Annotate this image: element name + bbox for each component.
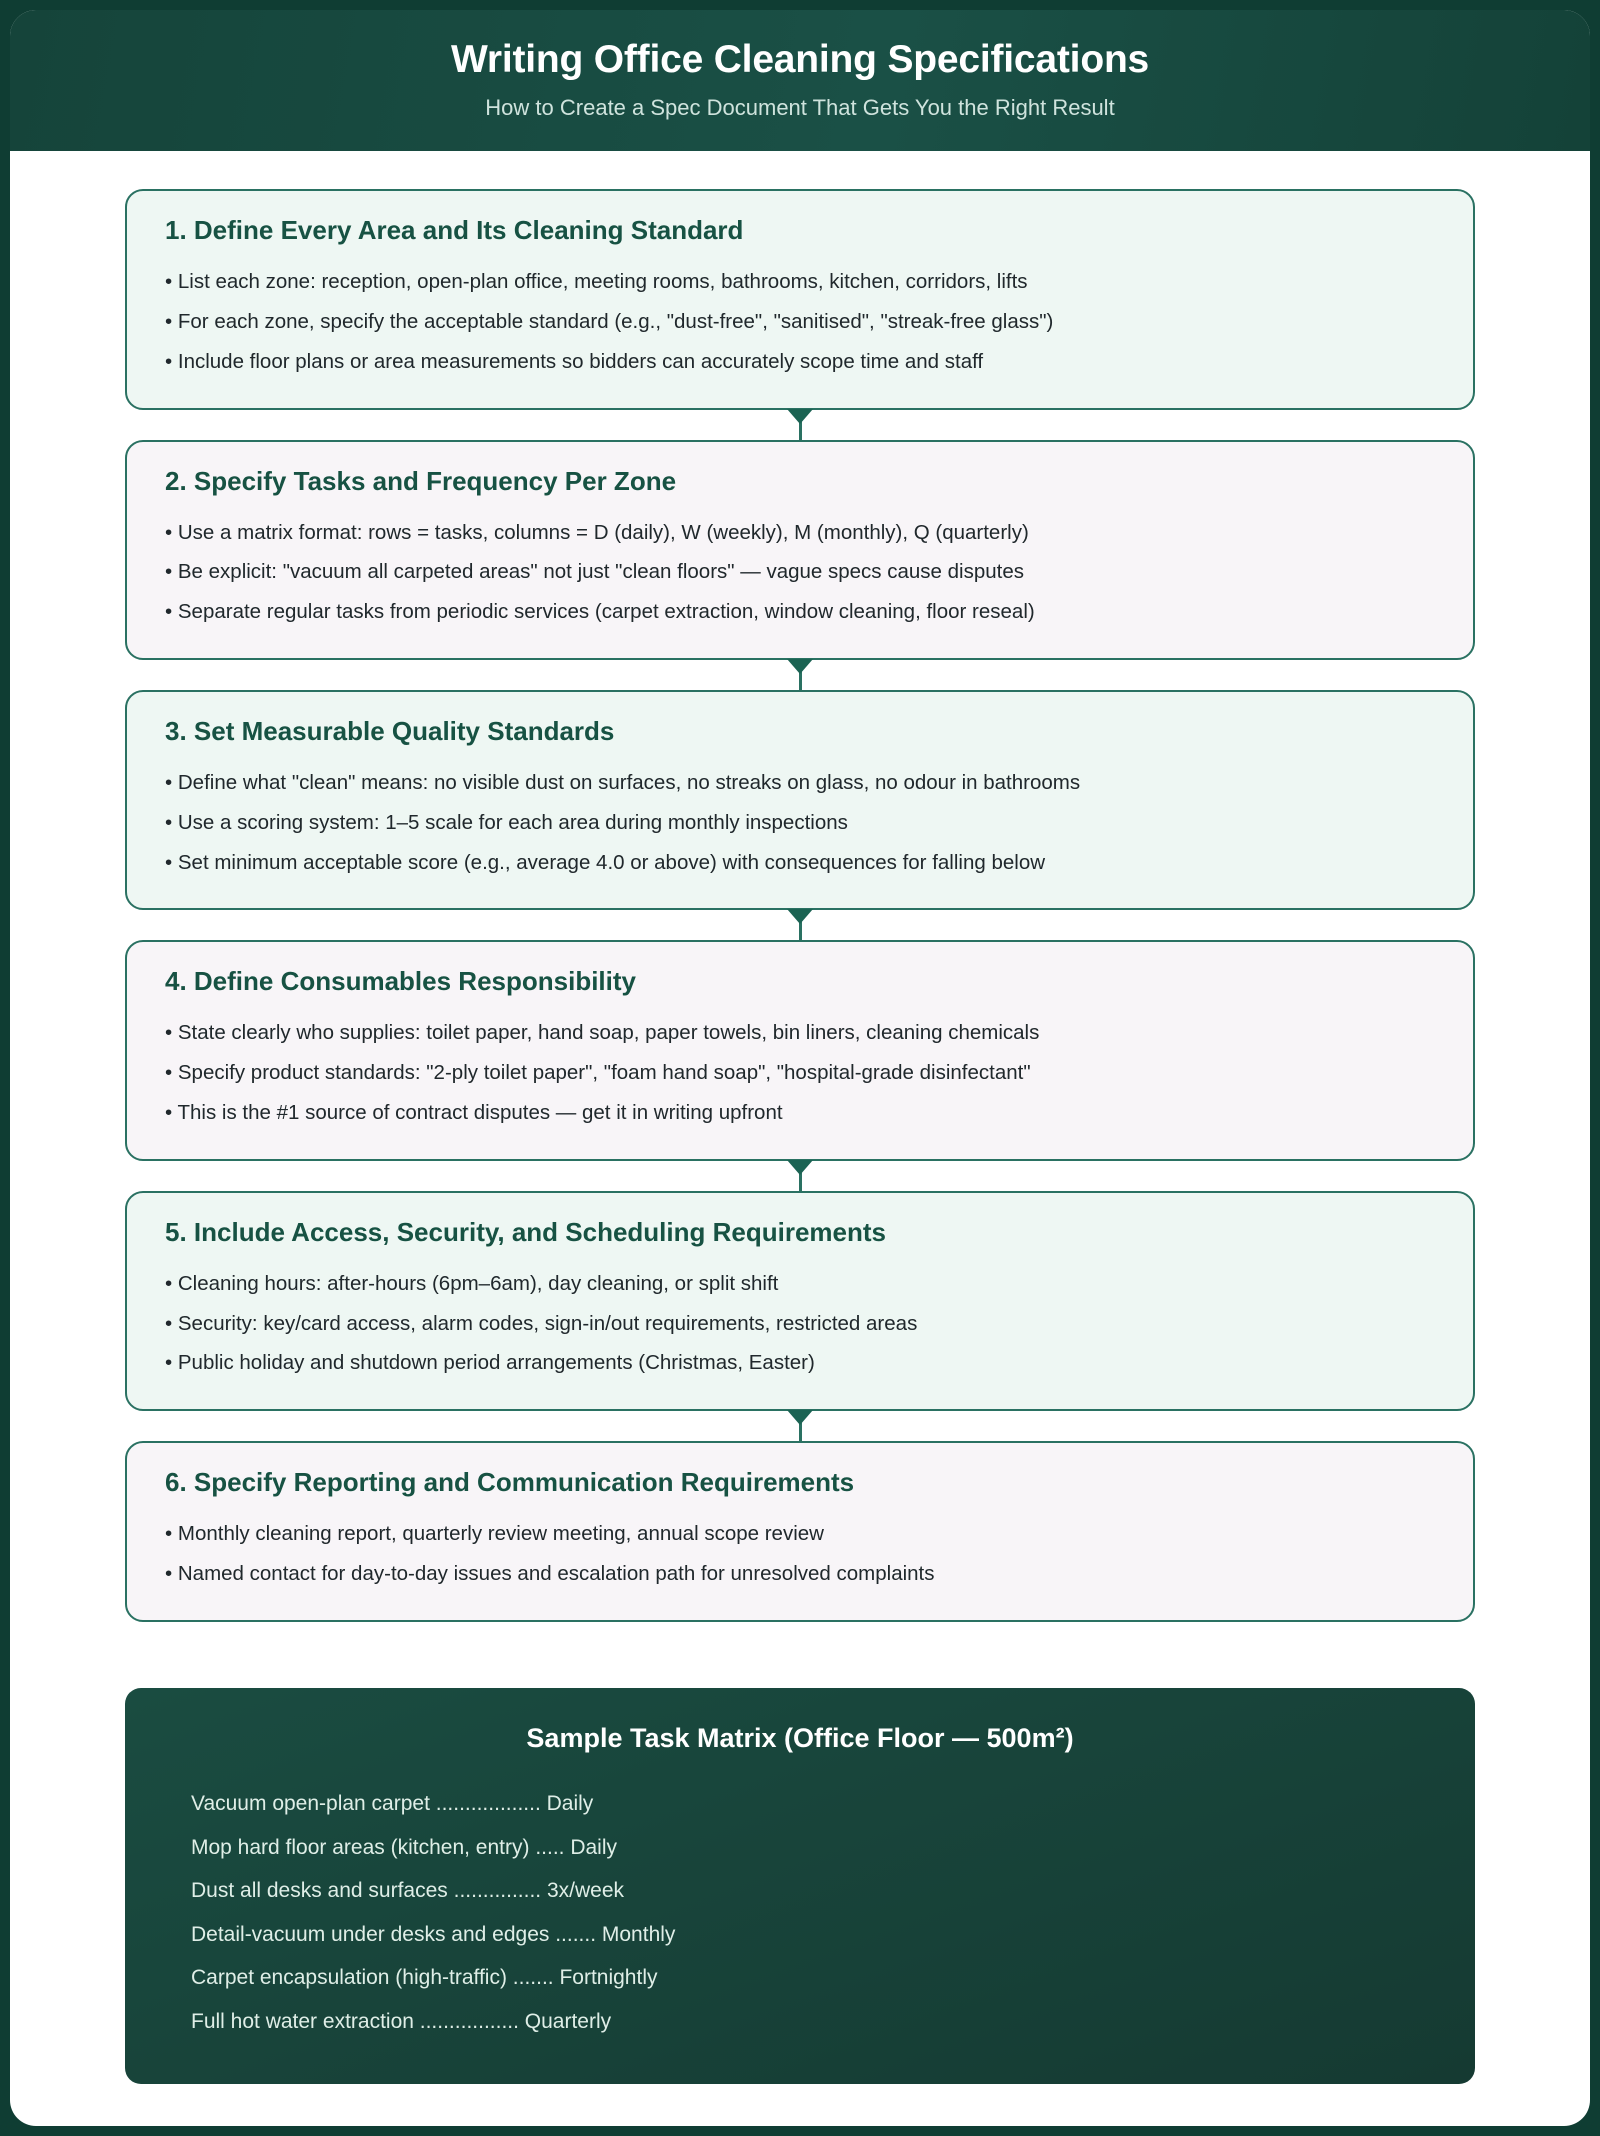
step-title: 4. Define Consumables Responsibility [165, 966, 636, 997]
chevron-down-icon [787, 409, 813, 424]
matrix-row: Dust all desks and surfaces ............... 3x/week [191, 1879, 625, 1903]
matrix-row: Detail-vacuum under desks and edges ....... Monthly [191, 1922, 676, 1946]
bullet-item: • Separate regular tasks from periodic services (carpet extraction, window cleaning, floor reseal) [165, 600, 1035, 624]
sample-task-matrix-panel [125, 1688, 1475, 2084]
page-subtitle: How to Create a Spec Document That Gets You the Right Result [485, 94, 1115, 120]
infographic-body [10, 151, 1590, 2125]
step-connector-arrow [125, 1411, 1475, 1441]
bullet-item: • Set minimum acceptable score (e.g., average 4.0 or above) with consequences for falling below [165, 850, 1046, 874]
step-bullet-list [165, 513, 1435, 632]
step-title: 2. Specify Tasks and Frequency Per Zone [165, 465, 677, 496]
bullet-item: • For each zone, specify the acceptable standard (e.g., "dust-free", "sanitised", "streak-free glass") [165, 310, 1054, 334]
step-bullet-list [165, 1264, 1435, 1383]
chevron-down-icon [787, 1160, 813, 1175]
step-card-1 [125, 189, 1475, 409]
bullet-item: • Include floor plans or area measurements so bidders can accurately scope time and staff [165, 349, 984, 373]
bullet-item: • Define what "clean" means: no visible dust on surfaces, no streaks on glass, no odour in bathrooms [165, 771, 1081, 795]
bullet-item: • Use a scoring system: 1–5 scale for each area during monthly inspections [165, 810, 848, 834]
step-list [125, 189, 1475, 1621]
step-title: 6. Specify Reporting and Communication Requirements [165, 1466, 855, 1497]
step-connector-arrow [125, 660, 1475, 690]
bullet-item: • Security: key/card access, alarm codes, sign-in/out requirements, restricted areas [165, 1311, 918, 1335]
step-bullet-list [165, 1013, 1435, 1132]
step-connector-arrow [125, 1161, 1475, 1191]
step-bullet-list [165, 262, 1435, 381]
infographic-canvas [10, 10, 1590, 2126]
matrix-row: Mop hard floor areas (kitchen, entry) ..... Daily [191, 1835, 617, 1859]
step-title: 5. Include Access, Security, and Scheduling Requirements [165, 1216, 886, 1247]
bullet-item: • This is the #1 source of contract disputes — get it in writing upfront [165, 1100, 783, 1124]
step-card-2 [125, 440, 1475, 660]
matrix-row: Full hot water extraction ................. Quarterly [191, 2009, 612, 2033]
bullet-item: • Cleaning hours: after-hours (6pm–6am), day cleaning, or split shift [165, 1271, 779, 1295]
bullet-item: • Specify product standards: "2-ply toilet paper", "foam hand soap", "hospital-grade disinfectant" [165, 1061, 1031, 1085]
page-title: Writing Office Cleaning Specifications [450, 38, 1150, 81]
bullet-item: • Use a matrix format: rows = tasks, columns = D (daily), W (weekly), M (monthly), Q (quarterly) [165, 520, 1029, 544]
step-bullet-list [165, 1514, 1435, 1593]
bullet-item: • Monthly cleaning report, quarterly review meeting, annual scope review [165, 1522, 824, 1546]
step-card-4 [125, 940, 1475, 1160]
matrix-title: Sample Task Matrix (Office Floor — 500m²) [526, 1722, 1074, 1753]
step-card-3 [125, 690, 1475, 910]
bullet-item: • Public holiday and shutdown period arrangements (Christmas, Easter) [165, 1351, 815, 1375]
step-title: 3. Set Measurable Quality Standards [165, 715, 615, 746]
chevron-down-icon [787, 659, 813, 674]
step-connector-arrow [125, 410, 1475, 440]
infographic-header [10, 10, 1590, 151]
chevron-down-icon [787, 1410, 813, 1425]
step-card-5 [125, 1191, 1475, 1411]
bullet-item: • State clearly who supplies: toilet paper, hand soap, paper towels, bin liners, cleaning chemicals [165, 1021, 1040, 1045]
matrix-row: Vacuum open-plan carpet .................. Daily [191, 1791, 594, 1815]
matrix-row: Carpet encapsulation (high-traffic) ....... Fortnightly [191, 1966, 658, 1990]
step-bullet-list [165, 763, 1435, 882]
step-title: 1. Define Every Area and Its Cleaning Standard [165, 215, 744, 246]
step-card-6 [125, 1441, 1475, 1622]
bullet-item: • Be explicit: "vacuum all carpeted areas" not just "clean floors" — vague specs cause disputes [165, 560, 1024, 584]
matrix-row-list [191, 1782, 1409, 2044]
step-connector-arrow [125, 910, 1475, 940]
bullet-item: • List each zone: reception, open-plan office, meeting rooms, bathrooms, kitchen, corridors, lifts [165, 270, 1028, 294]
bullet-item: • Named contact for day-to-day issues and escalation path for unresolved complaints [165, 1561, 935, 1585]
chevron-down-icon [787, 909, 813, 924]
